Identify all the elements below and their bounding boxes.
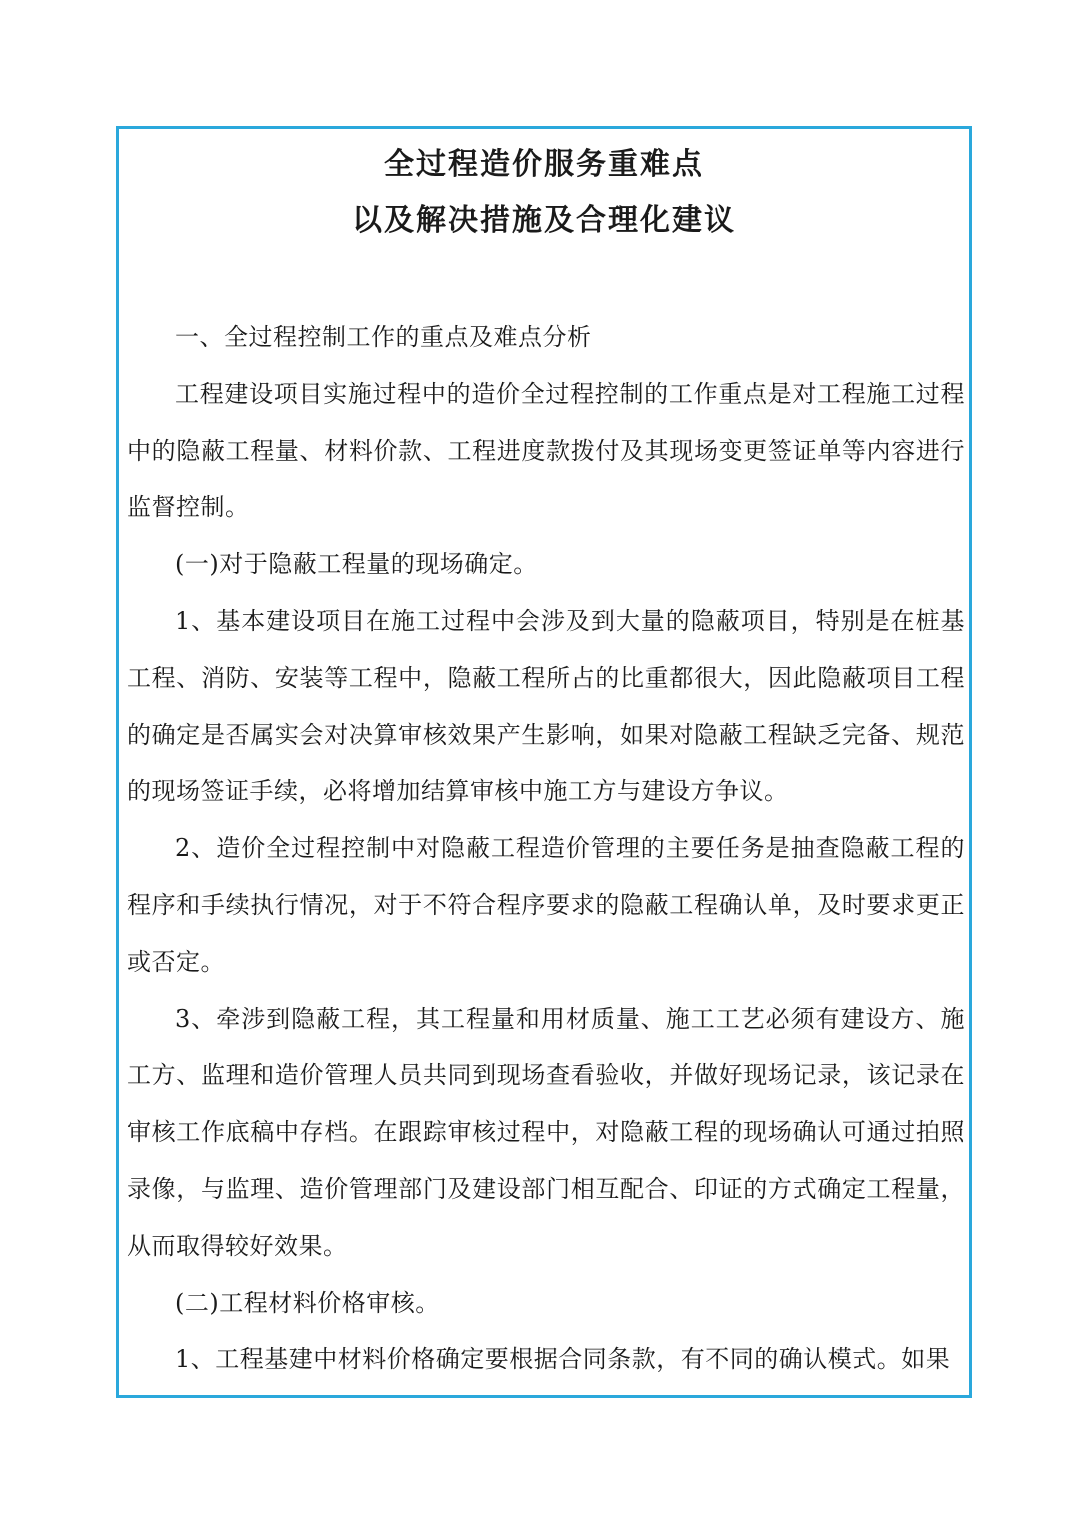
paragraph: 3、牵涉到隐蔽工程，其工程量和用材质量、施工工艺必须有建设方、施工方、监理和造价管理人员共同到现场查看验收，并做好现场记录，该记录在审核工作底稿中存档。在跟踪审核过程中，对隐蔽工程的现场确认可通过拍照录像，与监理、造价管理部门及建设部门相互配合、印证的方式确定工程量，从而取得较好效果。 <box>127 1004 965 1260</box>
document-body <box>127 309 965 1388</box>
section-heading: 一、全过程控制工作的重点及难点分析 <box>175 323 592 351</box>
subsection-heading: (二)工程材料价格审核。 <box>175 1288 440 1317</box>
paragraph: 工程建设项目实施过程中的造价全过程控制的工作重点是对工程施工过程中的隐蔽工程量、材料价款、工程进度款拨付及其现场变更签证单等内容进行监督控制。 <box>127 379 965 522</box>
document-title-line-2: 以及解决措施及合理化建议 <box>352 203 736 238</box>
paragraph: 2、造价全过程控制中对隐蔽工程造价管理的主要任务是抽查隐蔽工程的程序和手续执行情况，对于不符合程序要求的隐蔽工程确认单，及时要求更正或否定。 <box>127 834 965 976</box>
subsection-heading: (一)对于隐蔽工程量的现场确定。 <box>175 550 538 579</box>
paragraph: 1、工程基建中材料价格确定要根据合同条款，有不同的确认模式。如果 <box>175 1345 951 1374</box>
document-title-line-1: 全过程造价服务重难点 <box>384 147 704 182</box>
document-frame <box>116 126 972 1398</box>
paragraph: 1、基本建设项目在施工过程中会涉及到大量的隐蔽项目，特别是在桩基工程、消防、安装等工程中，隐蔽工程所占的比重都很大，因此隐蔽项目工程的确定是否属实会对决算审核效果产生影响，如果对隐蔽工程缺乏完备、规范的现场签证手续，必将增加结算审核中施工方与建设方争议。 <box>127 606 965 806</box>
